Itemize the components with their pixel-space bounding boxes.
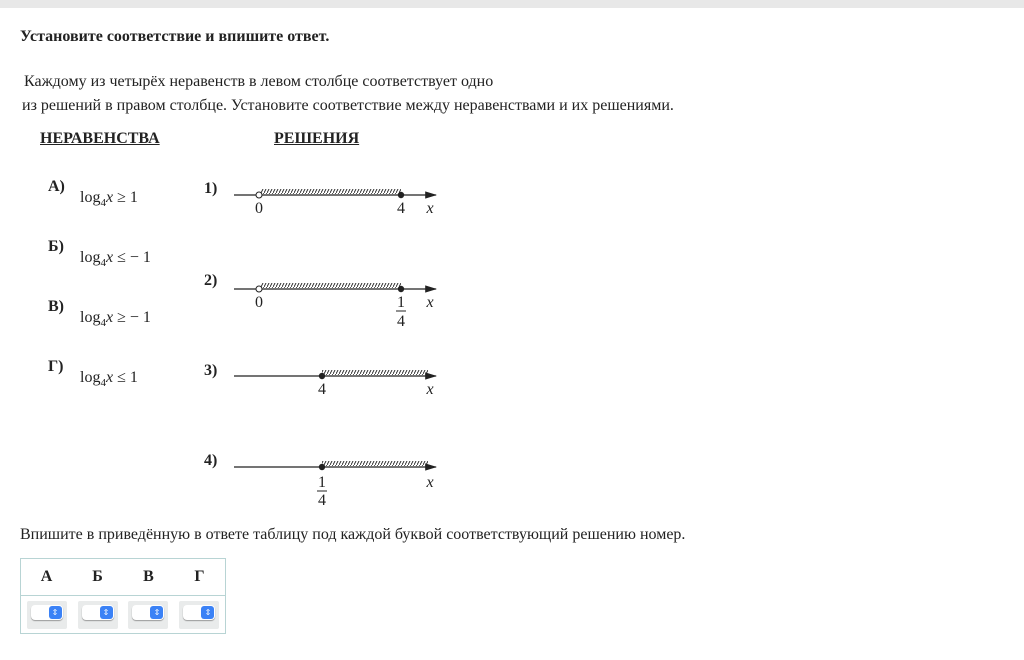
log-text: log xyxy=(80,369,101,386)
log-base: 4 xyxy=(100,197,106,210)
description-line: Каждому из четырёх неравенств в левом столбце соответствует одно xyxy=(24,73,494,90)
hatching xyxy=(322,370,428,375)
select-chevron-icon: ⇕ xyxy=(100,606,113,619)
hatching xyxy=(261,283,401,288)
log-base: 4 xyxy=(100,377,106,390)
select-chevron-icon: ⇕ xyxy=(49,606,62,619)
answer-select[interactable] xyxy=(31,605,63,620)
answer-column-header: Г xyxy=(174,559,226,596)
solutions-header: РЕШЕНИЯ xyxy=(274,130,360,147)
inequality-formula xyxy=(80,189,138,209)
answer-select[interactable] xyxy=(132,605,164,620)
number-line-4 xyxy=(225,447,445,507)
closed-point xyxy=(319,464,325,470)
hatching xyxy=(322,461,428,466)
inequality-letter: В) xyxy=(48,298,64,315)
answer-select-wrapper xyxy=(78,601,118,629)
instruction: Впишите в приведённую в ответе таблицу под каждой буквой соответствующий решению номер. xyxy=(20,526,686,543)
answer-cell xyxy=(174,596,226,634)
inequality-letter: Г) xyxy=(48,358,64,375)
solution-number: 3) xyxy=(204,362,218,379)
number-line-3 xyxy=(225,356,445,416)
select-chevron-icon: ⇕ xyxy=(150,606,163,619)
answer-cell xyxy=(21,596,73,634)
inequalities-header: НЕРАВЕНСТВА xyxy=(40,130,160,147)
answer-column-header: Б xyxy=(72,559,123,596)
relation: ≥ − 1 xyxy=(117,309,151,326)
log-text: log xyxy=(80,309,101,326)
variable: x xyxy=(105,189,114,206)
description-line: из решений в правом столбце. Установите соответствие между неравенствами и их решениями. xyxy=(22,97,674,114)
axis-label: x xyxy=(426,294,434,311)
inequality-formula xyxy=(80,249,151,269)
fraction-denominator: 4 xyxy=(397,313,405,330)
solution-number: 1) xyxy=(204,180,218,197)
answer-select-wrapper xyxy=(179,601,219,629)
variable: x xyxy=(105,369,114,386)
answer-column-header: А xyxy=(21,559,73,596)
point-label: 0 xyxy=(255,200,263,217)
top-bar xyxy=(0,0,1024,8)
point-label: 4 xyxy=(397,200,405,217)
fraction-numerator: 1 xyxy=(318,474,326,491)
closed-point xyxy=(398,286,404,292)
number-line-2 xyxy=(225,269,445,329)
inequality-formula xyxy=(80,309,151,329)
log-base: 4 xyxy=(100,257,106,270)
fraction-denominator: 4 xyxy=(318,492,326,509)
hatching xyxy=(261,189,401,194)
axis-label: x xyxy=(426,200,434,217)
solution-number: 2) xyxy=(204,272,218,289)
answer-select[interactable] xyxy=(82,605,114,620)
solution-number: 4) xyxy=(204,452,218,469)
axis-label: x xyxy=(426,381,434,398)
open-point xyxy=(256,286,262,292)
relation: ≤ − 1 xyxy=(117,249,151,266)
inequality-letter: А) xyxy=(48,178,65,195)
relation: ≤ 1 xyxy=(117,369,138,386)
inequality-letter: Б) xyxy=(48,238,64,255)
answer-table xyxy=(20,558,226,634)
task-title: Установите соответствие и впишите ответ. xyxy=(20,28,330,45)
point-label: 4 xyxy=(318,381,326,398)
answer-cell xyxy=(72,596,123,634)
fraction-numerator: 1 xyxy=(397,294,405,311)
answer-column-header: В xyxy=(123,559,174,596)
answer-cell xyxy=(123,596,174,634)
axis-label: x xyxy=(426,474,434,491)
variable: x xyxy=(105,309,114,326)
inequality-formula xyxy=(80,369,138,389)
select-chevron-icon: ⇕ xyxy=(201,606,214,619)
relation: ≥ 1 xyxy=(117,189,138,206)
task-description xyxy=(24,70,674,118)
answer-select-wrapper xyxy=(128,601,168,629)
answer-select-wrapper xyxy=(27,601,67,629)
log-base: 4 xyxy=(100,317,106,330)
variable: x xyxy=(105,249,114,266)
log-text: log xyxy=(80,249,101,266)
log-text: log xyxy=(80,189,101,206)
open-point xyxy=(256,192,262,198)
closed-point xyxy=(319,373,325,379)
answer-select[interactable] xyxy=(183,605,215,620)
point-label: 0 xyxy=(255,294,263,311)
number-line-1 xyxy=(225,175,445,235)
closed-point xyxy=(398,192,404,198)
